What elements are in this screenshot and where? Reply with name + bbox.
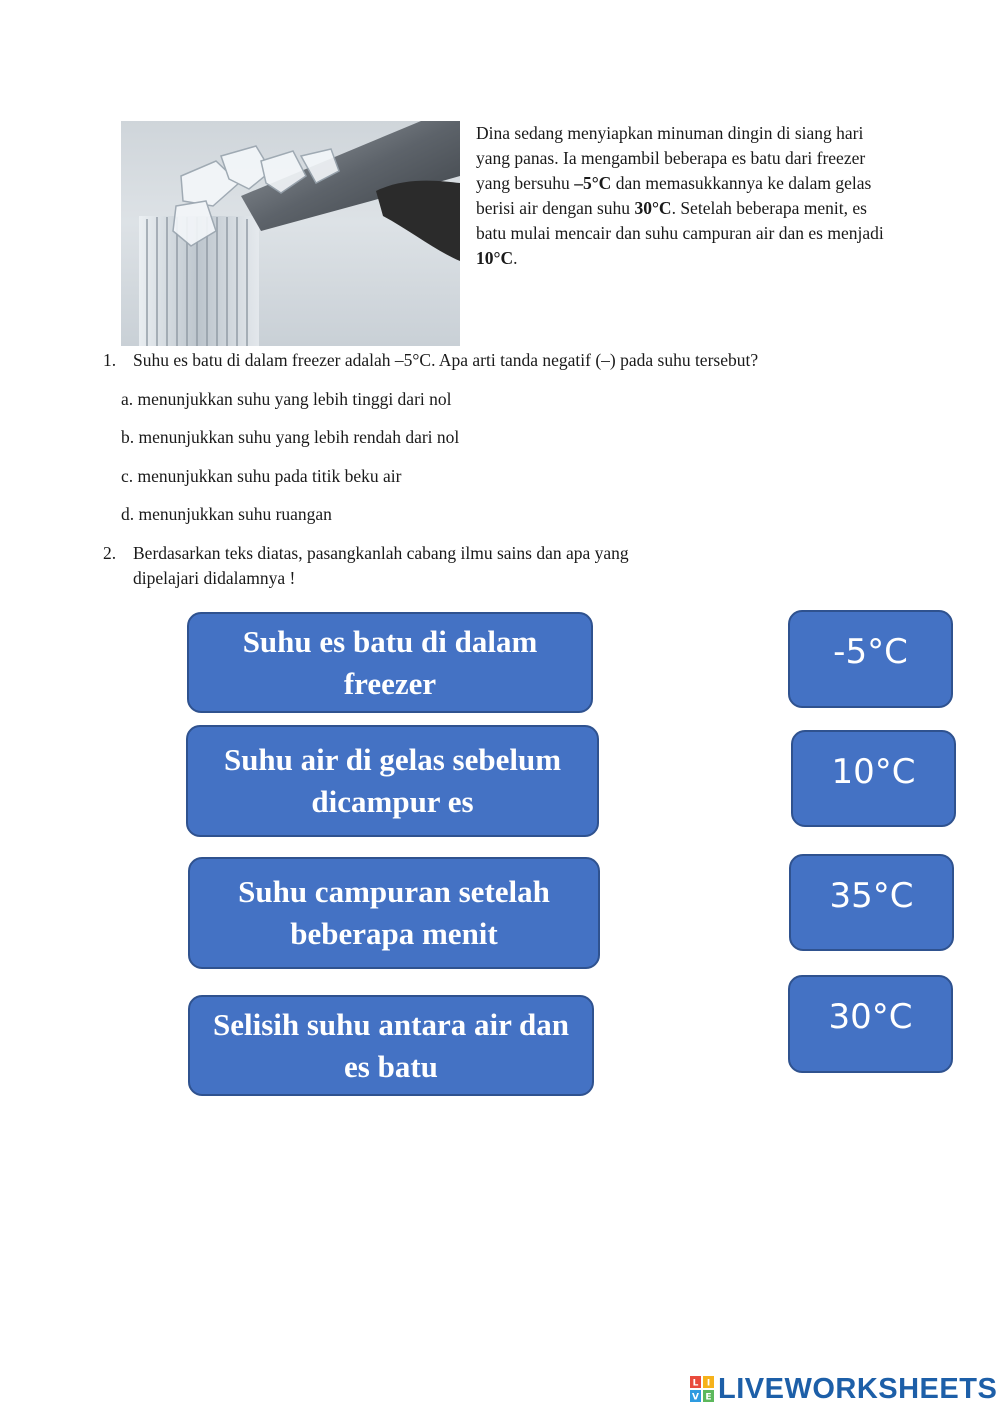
water-temperature: 30°C — [634, 198, 672, 218]
match-right-4[interactable]: 30°C — [788, 975, 953, 1073]
question-2 — [103, 541, 803, 593]
story-text-4: . — [513, 248, 518, 268]
match-right-2[interactable]: 10°C — [791, 730, 956, 827]
question-2-line-2: dipelajari didalamnya ! — [133, 568, 296, 588]
logo-letter-1: L — [692, 1378, 699, 1389]
liveworksheets-logo-icon — [690, 1376, 714, 1402]
option-c[interactable]: c. menunjukkan suhu pada titik beku air — [121, 466, 402, 486]
question-2-number: 2. — [103, 543, 117, 563]
ice-scoop-photo — [121, 121, 460, 346]
liveworksheets-brand — [690, 1372, 997, 1406]
match-right-1[interactable]: -5°C — [788, 610, 953, 708]
question-1-text: Suhu es batu di dalam freezer adalah –5°C. Apa arti tanda negatif (–) pada suhu tersebut? — [133, 350, 759, 370]
liveworksheets-wordmark: LIVEWORKSHEETS — [718, 1372, 998, 1405]
match-left-2[interactable]: Suhu air di gelas sebelum dicampur es — [186, 725, 599, 837]
story-paragraph — [476, 121, 896, 271]
match-left-1[interactable]: Suhu es batu di dalam freezer — [187, 612, 593, 713]
match-left-4[interactable]: Selisih suhu antara air dan es batu — [188, 995, 594, 1096]
story-text-2: dan memasukkannya ke dalam gelas berisi air dengan suhu — [476, 173, 872, 218]
option-d[interactable]: d. menunjukkan suhu ruangan — [121, 504, 332, 524]
question-2-line-1: Berdasarkan teks diatas, pasangkanlah cabang ilmu sains dan apa yang — [133, 543, 629, 563]
logo-letter-2: I — [706, 1378, 711, 1389]
option-b[interactable]: b. menunjukkan suhu yang lebih rendah dari nol — [121, 427, 460, 447]
story-text-1: Dina sedang menyiapkan minuman dingin di siang hari yang panas. Ia mengambil beberapa es batu dari freezer yang bersuhu — [476, 123, 866, 193]
match-right-3[interactable]: 35°C — [789, 854, 954, 951]
mix-temperature: 10°C — [476, 248, 514, 268]
logo-letter-4: E — [705, 1392, 712, 1402]
freezer-temperature: –5°C — [574, 173, 612, 193]
option-a[interactable]: a. menunjukkan suhu yang lebih tinggi dari nol — [121, 389, 452, 409]
logo-letter-3: V — [692, 1392, 699, 1402]
question-1-number: 1. — [103, 350, 117, 370]
story-text-3: . Setelah beberapa menit, es batu mulai mencair dan suhu campuran air dan es menjadi — [476, 198, 884, 243]
match-left-3[interactable]: Suhu campuran setelah beberapa menit — [188, 857, 600, 969]
